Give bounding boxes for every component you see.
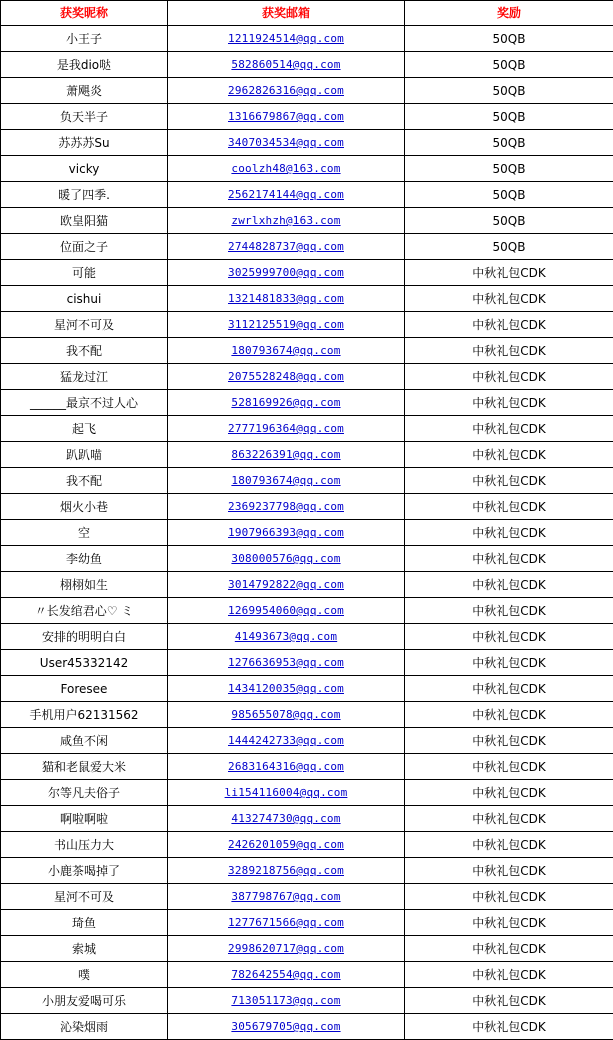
table-header bbox=[1, 1, 613, 26]
email-link[interactable]: 1277671566@qq.com bbox=[228, 916, 344, 929]
email-link[interactable]: 2369237798@qq.com bbox=[228, 500, 344, 513]
nickname-cell: User45332142 bbox=[1, 650, 168, 676]
reward-cell: 中秋礼包CDK bbox=[405, 312, 613, 338]
reward-cell: 中秋礼包CDK bbox=[405, 728, 613, 754]
nickname-cell: 欧皇阳猫 bbox=[1, 208, 168, 234]
reward-cell: 中秋礼包CDK bbox=[405, 416, 613, 442]
table-row bbox=[1, 442, 613, 468]
email-link[interactable]: 2075528248@qq.com bbox=[228, 370, 344, 383]
nickname-cell: 沁染烟雨 bbox=[1, 1014, 168, 1040]
nickname-cell: 星河不可及 bbox=[1, 312, 168, 338]
header-email: 获奖邮箱 bbox=[168, 1, 405, 26]
nickname-cell: 是我dio哒 bbox=[1, 52, 168, 78]
table-row bbox=[1, 364, 613, 390]
reward-cell: 中秋礼包CDK bbox=[405, 494, 613, 520]
reward-cell: 中秋礼包CDK bbox=[405, 520, 613, 546]
table-row bbox=[1, 208, 613, 234]
nickname-cell: 噗 bbox=[1, 962, 168, 988]
nickname-cell: 可能 bbox=[1, 260, 168, 286]
reward-cell: 中秋礼包CDK bbox=[405, 988, 613, 1014]
reward-cell: 50QB bbox=[405, 156, 613, 182]
email-link[interactable]: 1907966393@qq.com bbox=[228, 526, 344, 539]
email-link[interactable]: 413274730@qq.com bbox=[231, 812, 340, 825]
email-link[interactable]: 3025999700@qq.com bbox=[228, 266, 344, 279]
email-cell bbox=[168, 832, 405, 858]
table-row bbox=[1, 494, 613, 520]
email-cell bbox=[168, 650, 405, 676]
email-cell bbox=[168, 962, 405, 988]
table-row bbox=[1, 728, 613, 754]
table-row bbox=[1, 468, 613, 494]
email-cell bbox=[168, 260, 405, 286]
reward-cell: 中秋礼包CDK bbox=[405, 260, 613, 286]
nickname-cell: 咸鱼不闲 bbox=[1, 728, 168, 754]
email-cell bbox=[168, 598, 405, 624]
email-link[interactable]: 528169926@qq.com bbox=[231, 396, 340, 409]
nickname-cell: 暖了四季. bbox=[1, 182, 168, 208]
table-row bbox=[1, 858, 613, 884]
email-cell bbox=[168, 104, 405, 130]
nickname-cell: 星河不可及 bbox=[1, 884, 168, 910]
email-link[interactable]: 1444242733@qq.com bbox=[228, 734, 344, 747]
email-link[interactable]: 1269954060@qq.com bbox=[228, 604, 344, 617]
email-cell bbox=[168, 286, 405, 312]
table-row bbox=[1, 156, 613, 182]
email-link[interactable]: 180793674@qq.com bbox=[231, 474, 340, 487]
reward-cell: 中秋礼包CDK bbox=[405, 702, 613, 728]
email-cell bbox=[168, 780, 405, 806]
nickname-cell: 李幼鱼 bbox=[1, 546, 168, 572]
email-link[interactable]: 713051173@qq.com bbox=[231, 994, 340, 1007]
email-link[interactable]: 863226391@qq.com bbox=[231, 448, 340, 461]
header-row bbox=[1, 1, 613, 26]
email-cell bbox=[168, 338, 405, 364]
email-cell bbox=[168, 130, 405, 156]
email-cell bbox=[168, 52, 405, 78]
reward-cell: 中秋礼包CDK bbox=[405, 780, 613, 806]
email-cell bbox=[168, 182, 405, 208]
reward-cell: 50QB bbox=[405, 104, 613, 130]
nickname-cell: 〃长发绾君心♡ ミ bbox=[1, 598, 168, 624]
header-nickname: 获奖昵称 bbox=[1, 1, 168, 26]
reward-cell: 50QB bbox=[405, 234, 613, 260]
email-cell bbox=[168, 26, 405, 52]
header-reward: 奖励 bbox=[405, 1, 613, 26]
nickname-cell: 负天半子 bbox=[1, 104, 168, 130]
table-row bbox=[1, 130, 613, 156]
email-cell bbox=[168, 442, 405, 468]
reward-cell: 中秋礼包CDK bbox=[405, 884, 613, 910]
reward-cell: 中秋礼包CDK bbox=[405, 598, 613, 624]
email-cell bbox=[168, 520, 405, 546]
nickname-cell: 我不配 bbox=[1, 468, 168, 494]
nickname-cell: ______最京不过人心 bbox=[1, 390, 168, 416]
reward-cell: 中秋礼包CDK bbox=[405, 624, 613, 650]
reward-cell: 中秋礼包CDK bbox=[405, 962, 613, 988]
reward-cell: 中秋礼包CDK bbox=[405, 806, 613, 832]
table-row bbox=[1, 234, 613, 260]
nickname-cell: 琦鱼 bbox=[1, 910, 168, 936]
nickname-cell: 小王子 bbox=[1, 26, 168, 52]
table-row bbox=[1, 962, 613, 988]
email-link[interactable]: 1316679867@qq.com bbox=[228, 110, 344, 123]
table-row bbox=[1, 910, 613, 936]
table-row bbox=[1, 806, 613, 832]
table-row bbox=[1, 702, 613, 728]
table-row bbox=[1, 260, 613, 286]
email-link[interactable]: 308000576@qq.com bbox=[231, 552, 340, 565]
email-link[interactable]: 3112125519@qq.com bbox=[228, 318, 344, 331]
email-cell bbox=[168, 312, 405, 338]
table-row bbox=[1, 832, 613, 858]
email-cell bbox=[168, 806, 405, 832]
nickname-cell: 栩栩如生 bbox=[1, 572, 168, 598]
nickname-cell: Foresee bbox=[1, 676, 168, 702]
email-cell bbox=[168, 884, 405, 910]
nickname-cell: 空 bbox=[1, 520, 168, 546]
nickname-cell: 尔等凡夫俗子 bbox=[1, 780, 168, 806]
table-row bbox=[1, 390, 613, 416]
nickname-cell: 手机用户62131562 bbox=[1, 702, 168, 728]
table-row bbox=[1, 182, 613, 208]
nickname-cell: 猛龙过江 bbox=[1, 364, 168, 390]
email-link[interactable]: 985655078@qq.com bbox=[231, 708, 340, 721]
reward-cell: 中秋礼包CDK bbox=[405, 936, 613, 962]
email-link[interactable]: 1211924514@qq.com bbox=[228, 32, 344, 45]
nickname-cell: 小鹿茶喝掉了 bbox=[1, 858, 168, 884]
email-link[interactable]: 3289218756@qq.com bbox=[228, 864, 344, 877]
table-row bbox=[1, 598, 613, 624]
reward-cell: 中秋礼包CDK bbox=[405, 364, 613, 390]
nickname-cell: 趴趴喵 bbox=[1, 442, 168, 468]
email-cell bbox=[168, 910, 405, 936]
email-cell bbox=[168, 546, 405, 572]
reward-cell: 中秋礼包CDK bbox=[405, 1014, 613, 1040]
nickname-cell: 啊啦啊啦 bbox=[1, 806, 168, 832]
email-link[interactable]: 3014792822@qq.com bbox=[228, 578, 344, 591]
email-link[interactable]: li154116004@qq.com bbox=[225, 786, 348, 799]
nickname-cell: 索城 bbox=[1, 936, 168, 962]
reward-cell: 中秋礼包CDK bbox=[405, 650, 613, 676]
reward-cell: 50QB bbox=[405, 78, 613, 104]
reward-cell: 中秋礼包CDK bbox=[405, 572, 613, 598]
email-link[interactable]: 2998620717@qq.com bbox=[228, 942, 344, 955]
reward-cell: 50QB bbox=[405, 52, 613, 78]
reward-cell: 中秋礼包CDK bbox=[405, 546, 613, 572]
email-link[interactable]: 2426201059@qq.com bbox=[228, 838, 344, 851]
email-link[interactable]: 2744828737@qq.com bbox=[228, 240, 344, 253]
reward-cell: 中秋礼包CDK bbox=[405, 442, 613, 468]
table-row bbox=[1, 104, 613, 130]
table-row bbox=[1, 52, 613, 78]
nickname-cell: 位面之子 bbox=[1, 234, 168, 260]
nickname-cell: 苏苏苏Su bbox=[1, 130, 168, 156]
nickname-cell: 萧飓炎 bbox=[1, 78, 168, 104]
table-row bbox=[1, 676, 613, 702]
table-row bbox=[1, 78, 613, 104]
table-row bbox=[1, 26, 613, 52]
nickname-cell: 书山压力大 bbox=[1, 832, 168, 858]
reward-cell: 中秋礼包CDK bbox=[405, 910, 613, 936]
email-cell bbox=[168, 728, 405, 754]
nickname-cell: 猫和老鼠爱大米 bbox=[1, 754, 168, 780]
email-cell bbox=[168, 1014, 405, 1040]
table-row bbox=[1, 338, 613, 364]
reward-cell: 中秋礼包CDK bbox=[405, 676, 613, 702]
email-cell bbox=[168, 78, 405, 104]
email-link[interactable]: 387798767@qq.com bbox=[231, 890, 340, 903]
email-link[interactable]: 1434120035@qq.com bbox=[228, 682, 344, 695]
email-link[interactable]: zwrlxhzh@163.com bbox=[231, 214, 340, 227]
reward-cell: 50QB bbox=[405, 182, 613, 208]
nickname-cell: 起飞 bbox=[1, 416, 168, 442]
email-cell bbox=[168, 494, 405, 520]
reward-cell: 中秋礼包CDK bbox=[405, 858, 613, 884]
email-link[interactable]: 782642554@qq.com bbox=[231, 968, 340, 981]
table-body bbox=[1, 26, 613, 1040]
table-row bbox=[1, 286, 613, 312]
reward-cell: 中秋礼包CDK bbox=[405, 754, 613, 780]
table-row bbox=[1, 780, 613, 806]
email-link[interactable]: 180793674@qq.com bbox=[231, 344, 340, 357]
email-link[interactable]: 41493673@qq.com bbox=[235, 630, 337, 643]
email-link[interactable]: 2777196364@qq.com bbox=[228, 422, 344, 435]
email-link[interactable]: 1321481833@qq.com bbox=[228, 292, 344, 305]
email-link[interactable]: 1276636953@qq.com bbox=[228, 656, 344, 669]
email-cell bbox=[168, 416, 405, 442]
reward-cell: 中秋礼包CDK bbox=[405, 338, 613, 364]
reward-cell: 50QB bbox=[405, 26, 613, 52]
email-cell bbox=[168, 676, 405, 702]
table-row bbox=[1, 624, 613, 650]
reward-cell: 中秋礼包CDK bbox=[405, 390, 613, 416]
email-link[interactable]: 2683164316@qq.com bbox=[228, 760, 344, 773]
email-cell bbox=[168, 936, 405, 962]
email-link[interactable]: 3407034534@qq.com bbox=[228, 136, 344, 149]
reward-cell: 中秋礼包CDK bbox=[405, 468, 613, 494]
table-row bbox=[1, 884, 613, 910]
email-cell bbox=[168, 468, 405, 494]
nickname-cell: cishui bbox=[1, 286, 168, 312]
email-cell bbox=[168, 754, 405, 780]
table-row bbox=[1, 936, 613, 962]
table-row bbox=[1, 1014, 613, 1040]
email-cell bbox=[168, 858, 405, 884]
email-link[interactable]: 582860514@qq.com bbox=[231, 58, 340, 71]
nickname-cell: vicky bbox=[1, 156, 168, 182]
nickname-cell: 烟火小巷 bbox=[1, 494, 168, 520]
reward-cell: 中秋礼包CDK bbox=[405, 832, 613, 858]
email-cell bbox=[168, 702, 405, 728]
table-row bbox=[1, 754, 613, 780]
email-link[interactable]: coolzh48@163.com bbox=[231, 162, 340, 175]
reward-cell: 中秋礼包CDK bbox=[405, 286, 613, 312]
email-cell bbox=[168, 624, 405, 650]
email-cell bbox=[168, 234, 405, 260]
table-row bbox=[1, 650, 613, 676]
table-row bbox=[1, 546, 613, 572]
nickname-cell: 小朋友爱喝可乐 bbox=[1, 988, 168, 1014]
email-cell bbox=[168, 208, 405, 234]
table-row bbox=[1, 572, 613, 598]
table-row bbox=[1, 520, 613, 546]
nickname-cell: 我不配 bbox=[1, 338, 168, 364]
table-row bbox=[1, 416, 613, 442]
table-row bbox=[1, 312, 613, 338]
reward-cell: 50QB bbox=[405, 130, 613, 156]
email-link[interactable]: 2962826316@qq.com bbox=[228, 84, 344, 97]
email-cell bbox=[168, 156, 405, 182]
nickname-cell: 安排的明明白白 bbox=[1, 624, 168, 650]
email-cell bbox=[168, 572, 405, 598]
email-cell bbox=[168, 364, 405, 390]
reward-cell: 50QB bbox=[405, 208, 613, 234]
email-link[interactable]: 2562174144@qq.com bbox=[228, 188, 344, 201]
email-cell bbox=[168, 390, 405, 416]
email-link[interactable]: 305679705@qq.com bbox=[231, 1020, 340, 1033]
